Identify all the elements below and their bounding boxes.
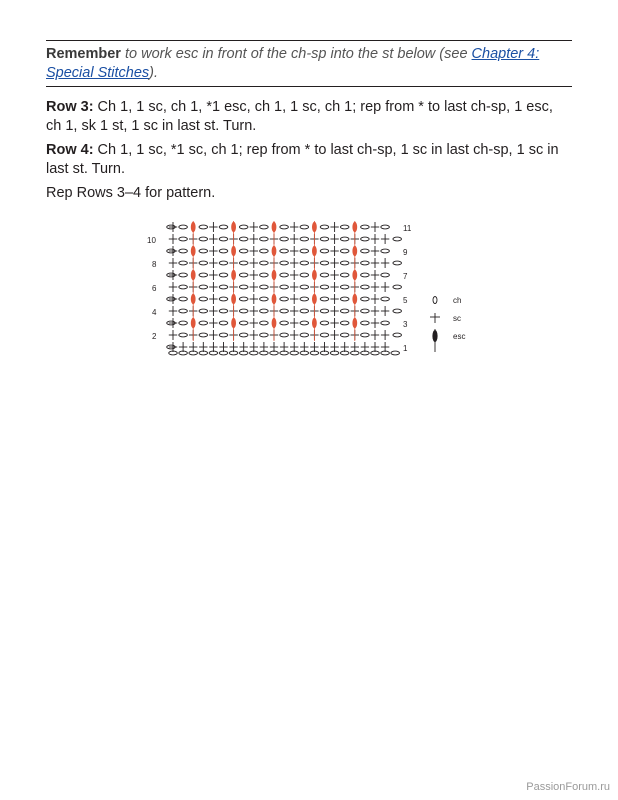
- sc-stitch: [169, 294, 177, 304]
- sc-stitch: [250, 306, 258, 316]
- esc-stitch: [312, 270, 317, 280]
- ch-stitch: [361, 261, 370, 265]
- sc-symbol-icon: [430, 313, 440, 323]
- row-number-5: 5: [403, 296, 408, 305]
- sc-stitch: [169, 258, 177, 268]
- left-row-numbers: [147, 236, 157, 341]
- ch-stitch: [320, 297, 329, 301]
- sc-stitch: [219, 342, 227, 352]
- ch-stitch: [219, 297, 228, 301]
- sc-stitch: [290, 246, 298, 256]
- ch-stitch: [340, 333, 349, 337]
- sc-stitch: [371, 318, 379, 328]
- sc-stitch: [169, 222, 177, 232]
- ch-stitch: [219, 273, 228, 277]
- ch-stitch: [219, 309, 228, 313]
- ch-stitch: [300, 273, 309, 277]
- legend-sc-label: sc: [453, 314, 461, 323]
- row-number-11: 11: [403, 224, 412, 233]
- crochet-chart: [145, 218, 475, 358]
- ch-stitch: [381, 273, 390, 277]
- ch-stitch: [219, 225, 228, 229]
- sc-stitch: [290, 258, 298, 268]
- esc-stitch: [352, 270, 357, 280]
- ch-stitch: [381, 321, 390, 325]
- ch-stitch: [340, 273, 349, 277]
- bottom-rule: [46, 86, 572, 87]
- row-number-1: 1: [403, 344, 408, 353]
- sc-stitch: [330, 258, 338, 268]
- row-number-4: 4: [152, 308, 157, 317]
- ch-stitch: [361, 333, 370, 337]
- sc-stitch: [381, 258, 389, 268]
- remember-text: to work esc in front of the ch-sp into the st below (see: [120, 46, 472, 62]
- row-number-6: 6: [152, 284, 157, 293]
- ch-stitch: [280, 285, 289, 289]
- sc-stitch: [351, 342, 359, 352]
- ch-stitch: [300, 285, 309, 289]
- sc-stitch: [250, 342, 258, 352]
- sc-stitch: [250, 330, 258, 340]
- row-4-text: Ch 1, 1 sc, *1 sc, ch 1; rep from * to last ch-sp, 1 sc in last ch-sp, 1 sc in last st. Turn.: [46, 142, 559, 177]
- ch-stitch: [280, 261, 289, 265]
- esc-stitch: [352, 246, 357, 256]
- ch-stitch: [260, 249, 269, 253]
- sc-stitch: [300, 342, 308, 352]
- ch-stitch: [393, 333, 402, 337]
- ch-stitch: [381, 297, 390, 301]
- sc-stitch: [209, 294, 217, 304]
- sc-stitch: [250, 246, 258, 256]
- esc-symbol-icon: [432, 329, 437, 352]
- sc-stitch: [361, 342, 369, 352]
- chart-legend: [430, 296, 465, 352]
- row-number-3: 3: [403, 320, 408, 329]
- ch-stitch: [260, 285, 269, 289]
- ch-stitch: [179, 333, 188, 337]
- ch-stitch: [391, 351, 400, 355]
- ch-stitch: [239, 333, 248, 337]
- ch-stitch: [340, 261, 349, 265]
- sc-stitch: [290, 342, 298, 352]
- sc-stitch: [290, 330, 298, 340]
- ch-stitch: [239, 261, 248, 265]
- ch-stitch: [361, 273, 370, 277]
- ch-stitch: [260, 333, 269, 337]
- ch-stitch: [280, 249, 289, 253]
- sc-stitch: [371, 306, 379, 316]
- ch-stitch: [340, 225, 349, 229]
- ch-stitch: [280, 237, 289, 241]
- sc-stitch: [330, 270, 338, 280]
- sc-stitch: [381, 306, 389, 316]
- ch-stitch: [179, 249, 188, 253]
- row-3-label: Row 3:: [46, 99, 94, 115]
- sc-stitch: [240, 342, 248, 352]
- sc-stitch: [169, 282, 177, 292]
- row-3-instruction: [46, 98, 572, 136]
- ch-stitch: [179, 225, 188, 229]
- ch-stitch: [393, 285, 402, 289]
- sc-stitch: [169, 246, 177, 256]
- sc-stitch: [209, 222, 217, 232]
- ch-stitch: [361, 297, 370, 301]
- row-4-instruction: [46, 141, 572, 179]
- row-number-9: 9: [403, 248, 408, 257]
- ch-stitch: [260, 261, 269, 265]
- repeat-instruction: Rep Rows 3–4 for pattern.: [46, 185, 216, 201]
- ch-stitch: [340, 309, 349, 313]
- esc-stitch: [231, 294, 236, 304]
- ch-stitch: [199, 333, 208, 337]
- sc-stitch: [209, 342, 217, 352]
- ch-stitch: [179, 321, 188, 325]
- ch-symbol-icon: [433, 297, 437, 304]
- sc-stitch: [250, 222, 258, 232]
- sc-stitch: [229, 342, 237, 352]
- sc-stitch: [250, 258, 258, 268]
- sc-stitch: [169, 306, 177, 316]
- esc-stitch: [312, 318, 317, 328]
- esc-stitch: [312, 246, 317, 256]
- ch-stitch: [361, 321, 370, 325]
- esc-stitch: [272, 270, 277, 280]
- ch-stitch: [361, 309, 370, 313]
- row-3-text: Ch 1, 1 sc, ch 1, *1 esc, ch 1, 1 sc, ch 1; rep from * to last ch-sp, 1 esc, ch 1, sk 1 st, 1 sc in last st. Turn.: [46, 99, 553, 134]
- esc-stitch: [231, 318, 236, 328]
- sc-stitch: [290, 222, 298, 232]
- ch-stitch: [320, 261, 329, 265]
- esc-stitch: [272, 294, 277, 304]
- sc-stitch: [381, 330, 389, 340]
- sc-stitch: [371, 246, 379, 256]
- ch-stitch: [300, 333, 309, 337]
- sc-stitch: [250, 282, 258, 292]
- remember-note: [46, 45, 572, 83]
- sc-stitch: [290, 294, 298, 304]
- sc-stitch: [320, 342, 328, 352]
- ch-stitch: [320, 333, 329, 337]
- ch-stitch: [280, 297, 289, 301]
- ch-stitch: [260, 273, 269, 277]
- ch-stitch: [260, 309, 269, 313]
- esc-stitch: [191, 222, 196, 232]
- ch-stitch: [199, 249, 208, 253]
- sc-stitch: [381, 234, 389, 244]
- ch-stitch: [300, 237, 309, 241]
- ch-stitch: [340, 321, 349, 325]
- ch-stitch: [320, 285, 329, 289]
- row-4-label: Row 4:: [46, 142, 94, 158]
- sc-stitch: [209, 318, 217, 328]
- sc-stitch: [371, 342, 379, 352]
- sc-stitch: [209, 270, 217, 280]
- ch-stitch: [393, 261, 402, 265]
- ch-stitch: [393, 309, 402, 313]
- esc-stitch: [352, 294, 357, 304]
- sc-stitch: [330, 234, 338, 244]
- ch-stitch: [340, 249, 349, 253]
- ch-stitch: [239, 285, 248, 289]
- esc-stitch: [352, 318, 357, 328]
- sc-stitch: [330, 246, 338, 256]
- ch-stitch: [320, 321, 329, 325]
- ch-stitch: [219, 249, 228, 253]
- esc-stitch: [272, 222, 277, 232]
- sc-stitch: [330, 330, 338, 340]
- sc-stitch: [290, 234, 298, 244]
- remember-bold: Remember: [46, 46, 121, 62]
- ch-stitch: [320, 237, 329, 241]
- esc-stitch: [191, 246, 196, 256]
- ch-stitch: [199, 285, 208, 289]
- sc-stitch: [209, 258, 217, 268]
- sc-stitch: [169, 342, 177, 352]
- ch-stitch: [260, 225, 269, 229]
- ch-stitch: [199, 309, 208, 313]
- sc-stitch: [250, 270, 258, 280]
- ch-stitch: [393, 237, 402, 241]
- ch-stitch: [280, 225, 289, 229]
- sc-stitch: [209, 330, 217, 340]
- ch-stitch: [179, 309, 188, 313]
- esc-stitch: [312, 222, 317, 232]
- chapter-4-link[interactable]: Chapter 4: Special Stitches: [46, 46, 540, 81]
- row-number-8: 8: [152, 260, 157, 269]
- ch-stitch: [280, 273, 289, 277]
- ch-stitch: [239, 309, 248, 313]
- ch-stitch: [300, 249, 309, 253]
- esc-stitch: [231, 222, 236, 232]
- watermark: PassionForum.ru: [526, 781, 610, 793]
- ch-stitch: [179, 297, 188, 301]
- sc-stitch: [330, 222, 338, 232]
- ch-stitch: [199, 297, 208, 301]
- sc-stitch: [280, 342, 288, 352]
- ch-stitch: [199, 261, 208, 265]
- esc-stitch: [231, 246, 236, 256]
- esc-stitch: [272, 246, 277, 256]
- ch-stitch: [300, 225, 309, 229]
- ch-stitch: [361, 237, 370, 241]
- row-number-10: 10: [147, 236, 156, 245]
- ch-stitch: [320, 309, 329, 313]
- sc-stitch: [371, 258, 379, 268]
- ch-stitch: [260, 237, 269, 241]
- sc-stitch: [371, 330, 379, 340]
- ch-stitch: [199, 273, 208, 277]
- ch-stitch: [239, 273, 248, 277]
- sc-stitch: [330, 294, 338, 304]
- ch-stitch: [239, 297, 248, 301]
- sc-stitch: [209, 282, 217, 292]
- ch-stitch: [199, 225, 208, 229]
- sc-stitch: [169, 234, 177, 244]
- sc-stitch: [371, 282, 379, 292]
- ch-stitch: [219, 333, 228, 337]
- ch-stitch: [239, 249, 248, 253]
- esc-stitch: [191, 294, 196, 304]
- remember-end: ).: [149, 65, 159, 81]
- sc-stitch: [169, 318, 177, 328]
- legend-ch-label: ch: [453, 296, 462, 305]
- top-rule: [46, 40, 572, 41]
- ch-stitch: [219, 261, 228, 265]
- esc-stitch: [191, 318, 196, 328]
- sc-stitch: [290, 318, 298, 328]
- ch-stitch: [280, 309, 289, 313]
- ch-stitch: [300, 261, 309, 265]
- sc-stitch: [290, 270, 298, 280]
- ch-stitch: [300, 321, 309, 325]
- ch-stitch: [219, 321, 228, 325]
- ch-stitch: [179, 285, 188, 289]
- sc-stitch: [209, 306, 217, 316]
- ch-stitch: [199, 237, 208, 241]
- ch-stitch: [361, 285, 370, 289]
- sc-stitch: [330, 306, 338, 316]
- sc-stitch: [371, 270, 379, 280]
- sc-stitch: [330, 342, 338, 352]
- sc-stitch: [250, 294, 258, 304]
- row-number-7: 7: [403, 272, 408, 281]
- sc-stitch: [179, 342, 187, 352]
- ch-stitch: [219, 285, 228, 289]
- sc-stitch: [199, 342, 207, 352]
- sc-stitch: [169, 270, 177, 280]
- sc-stitch: [371, 222, 379, 232]
- sc-stitch: [209, 234, 217, 244]
- sc-stitch: [260, 342, 268, 352]
- ch-stitch: [361, 249, 370, 253]
- ch-stitch: [300, 297, 309, 301]
- esc-stitch: [231, 270, 236, 280]
- ch-stitch: [381, 249, 390, 253]
- sc-stitch: [381, 342, 389, 352]
- esc-stitch: [312, 294, 317, 304]
- ch-stitch: [280, 333, 289, 337]
- ch-stitch: [320, 249, 329, 253]
- ch-stitch: [320, 225, 329, 229]
- esc-stitch: [272, 318, 277, 328]
- ch-stitch: [320, 273, 329, 277]
- sc-stitch: [290, 306, 298, 316]
- ch-stitch: [280, 321, 289, 325]
- ch-stitch: [361, 225, 370, 229]
- ch-stitch: [239, 225, 248, 229]
- legend-esc-label: esc: [453, 332, 466, 341]
- ch-stitch: [179, 273, 188, 277]
- sc-stitch: [330, 282, 338, 292]
- sc-stitch: [270, 342, 278, 352]
- ch-stitch: [340, 237, 349, 241]
- sc-stitch: [290, 282, 298, 292]
- sc-stitch: [189, 342, 197, 352]
- chart-grid: [167, 221, 402, 355]
- sc-stitch: [330, 318, 338, 328]
- sc-stitch: [341, 342, 349, 352]
- row-number-2: 2: [152, 332, 157, 341]
- ch-stitch: [179, 237, 188, 241]
- ch-stitch: [340, 297, 349, 301]
- sc-stitch: [371, 234, 379, 244]
- esc-stitch: [191, 270, 196, 280]
- ch-stitch: [260, 297, 269, 301]
- sc-stitch: [250, 234, 258, 244]
- ch-stitch: [219, 237, 228, 241]
- ch-stitch: [300, 309, 309, 313]
- ch-stitch: [260, 321, 269, 325]
- sc-stitch: [250, 318, 258, 328]
- sc-stitch: [209, 246, 217, 256]
- sc-stitch: [310, 342, 318, 352]
- right-row-numbers: [403, 224, 412, 353]
- sc-stitch: [371, 294, 379, 304]
- ch-stitch: [340, 285, 349, 289]
- ch-stitch: [381, 225, 390, 229]
- sc-stitch: [169, 330, 177, 340]
- ch-stitch: [179, 261, 188, 265]
- ch-stitch: [239, 237, 248, 241]
- sc-stitch: [381, 282, 389, 292]
- ch-stitch: [199, 321, 208, 325]
- ch-stitch: [239, 321, 248, 325]
- esc-stitch: [352, 222, 357, 232]
